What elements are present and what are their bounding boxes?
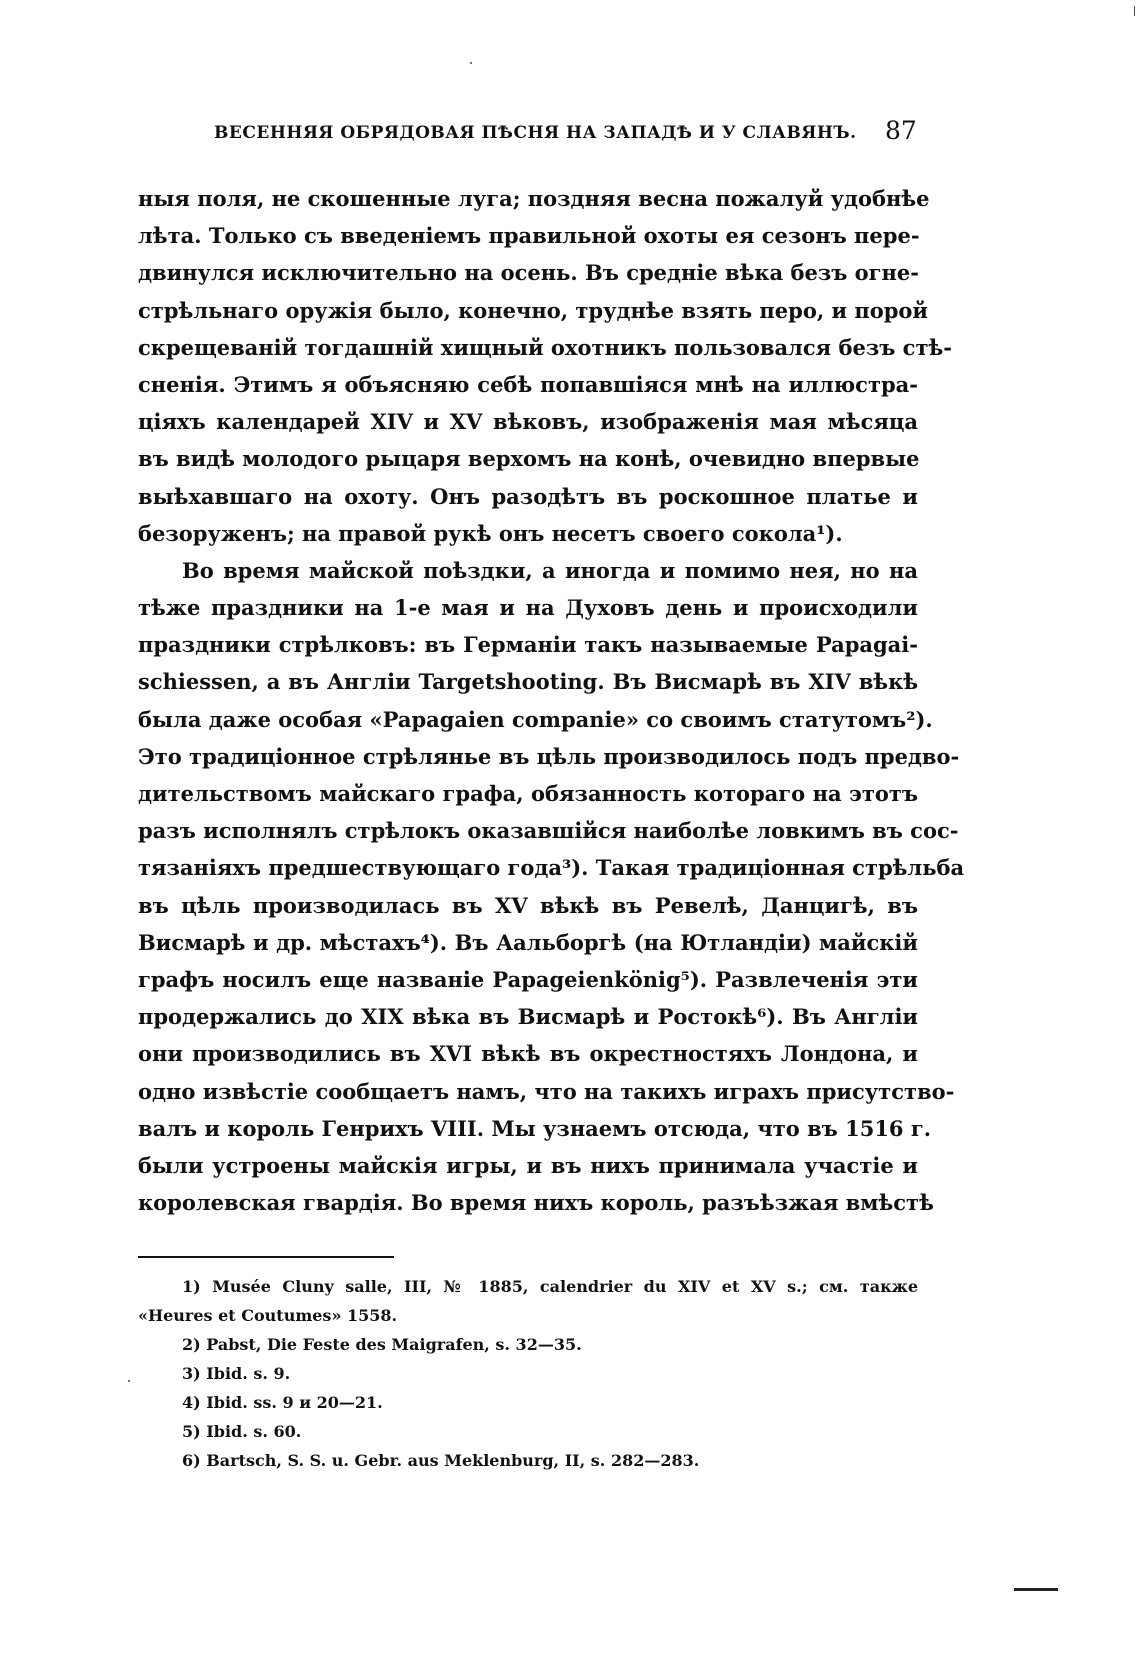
text-line: Это традиціонное стрѣлянье въ цѣль производилось подъ предво- xyxy=(138,743,960,769)
text-line: Висмарѣ и др. мѣстахъ⁴). Въ Аальборгѣ (на Ютландіи) майскій xyxy=(138,929,918,955)
running-title: ВЕСЕННЯЯ ОБРЯДОВАЯ ПѢСНЯ НА ЗАПАДѢ И У СЛАВЯНЪ. xyxy=(214,123,857,143)
footnote: 1) Musée Cluny salle, III, № 1885, calendrier du XIV et XV s.; см. также xyxy=(182,1277,918,1296)
text-line: скрещеваній тогдашній хищный охотникъ пользовался безъ стѣ- xyxy=(138,334,952,360)
text-line: была даже особая «Papagaien companie» со своимъ статутомъ²). xyxy=(138,706,933,732)
margin-mark xyxy=(1014,1588,1058,1591)
text-line: графъ носилъ еще названіе Papageienkönig⁵). Развлеченія эти xyxy=(138,966,918,992)
paper-speck xyxy=(128,1380,130,1382)
text-line: валъ и король Генрихъ VIII. Мы узнаемъ отсюда, что въ 1516 г. xyxy=(138,1115,932,1141)
text-line: разъ исполнялъ стрѣлокъ оказавшійся наиболѣе ловкимъ въ сос- xyxy=(138,818,959,844)
text-line: королевская гвардія. Во время нихъ король, разъѣзжая вмѣстѣ xyxy=(138,1190,934,1216)
text-line: стрѣльнаго оружія было, конечно, труднѣе взять перо, и порой xyxy=(138,297,928,323)
text-line: тязаніяхъ предшествующаго года³). Такая традиціонная стрѣльба xyxy=(138,855,965,881)
text-line: въ видѣ молодого рыцаря верхомъ на конѣ, очевидно впервые xyxy=(138,446,920,472)
footnotes xyxy=(138,1272,918,1475)
page-number: 87 xyxy=(885,116,917,145)
text-line: ныя поля, не скошенные луга; поздняя весна пожалуй удобнѣе xyxy=(138,186,930,211)
scan-edge xyxy=(1134,6,1135,16)
text-line: безоруженъ; на правой рукѣ онъ несетъ своего сокола¹). xyxy=(138,520,843,546)
text-line: были устроены майскія игры, и въ нихъ принимала участіе и xyxy=(138,1152,918,1178)
text-line: праздники стрѣлковъ: въ Германіи такъ называемые Papagai- xyxy=(138,632,918,658)
text-line: въ цѣль производилась въ XV вѣкѣ въ Ревелѣ, Данцигѣ, въ xyxy=(138,892,918,918)
footnote: 5) Ibid. s. 60. xyxy=(182,1422,302,1441)
text-line: schiessen, а въ Англіи Targetshooting. Въ Висмарѣ въ XIV вѣкѣ xyxy=(138,669,918,695)
footnote-separator xyxy=(138,1256,394,1258)
footnote: 6) Bartsch, S. S. u. Gebr. aus Meklenburg, II, s. 282—283. xyxy=(182,1451,700,1470)
text-line: ціяхъ календарей XIV и XV вѣковъ, изображенія мая мѣсяца xyxy=(138,409,918,435)
text-line: одно извѣстіе сообщаетъ намъ, что на такихъ играхъ присутство- xyxy=(138,1078,955,1104)
footnote-continuation: «Heures et Coutumes» 1558. xyxy=(138,1306,398,1325)
text-line: Во время майской поѣздки, а иногда и помимо нея, но на xyxy=(182,557,918,583)
text-line: двинулся исключительно на осень. Въ средніе вѣка безъ огне- xyxy=(138,260,919,286)
footnote: 3) Ibid. s. 9. xyxy=(182,1364,291,1383)
text-line: лѣта. Только съ введеніемъ правильной охоты ея сезонъ пере- xyxy=(138,223,920,249)
text-line: они производились въ XVI вѣкѣ въ окрестностяхъ Лондона, и xyxy=(138,1041,918,1067)
text-line: дительствомъ майскаго графа, обязанность котораго на этотъ xyxy=(138,781,918,806)
main-text xyxy=(138,180,965,1221)
footnote: 4) Ibid. ss. 9 и 20—21. xyxy=(182,1393,383,1412)
paper-speck xyxy=(470,62,472,64)
text-line: сненія. Этимъ я объясняю себѣ попавшіяся мнѣ на иллюстра- xyxy=(138,371,918,397)
text-line: продержались до XIX вѣка въ Висмарѣ и Ростокѣ⁶). Въ Англіи xyxy=(138,1004,918,1030)
text-line: тѣже праздники на 1-е мая и на Духовъ день и происходили xyxy=(138,595,918,621)
footnote: 2) Pabst, Die Feste des Maigrafen, s. 32—35. xyxy=(182,1335,582,1354)
text-line: выѣхавшаго на охоту. Онъ разодѣтъ въ роскошное платье и xyxy=(138,483,918,509)
